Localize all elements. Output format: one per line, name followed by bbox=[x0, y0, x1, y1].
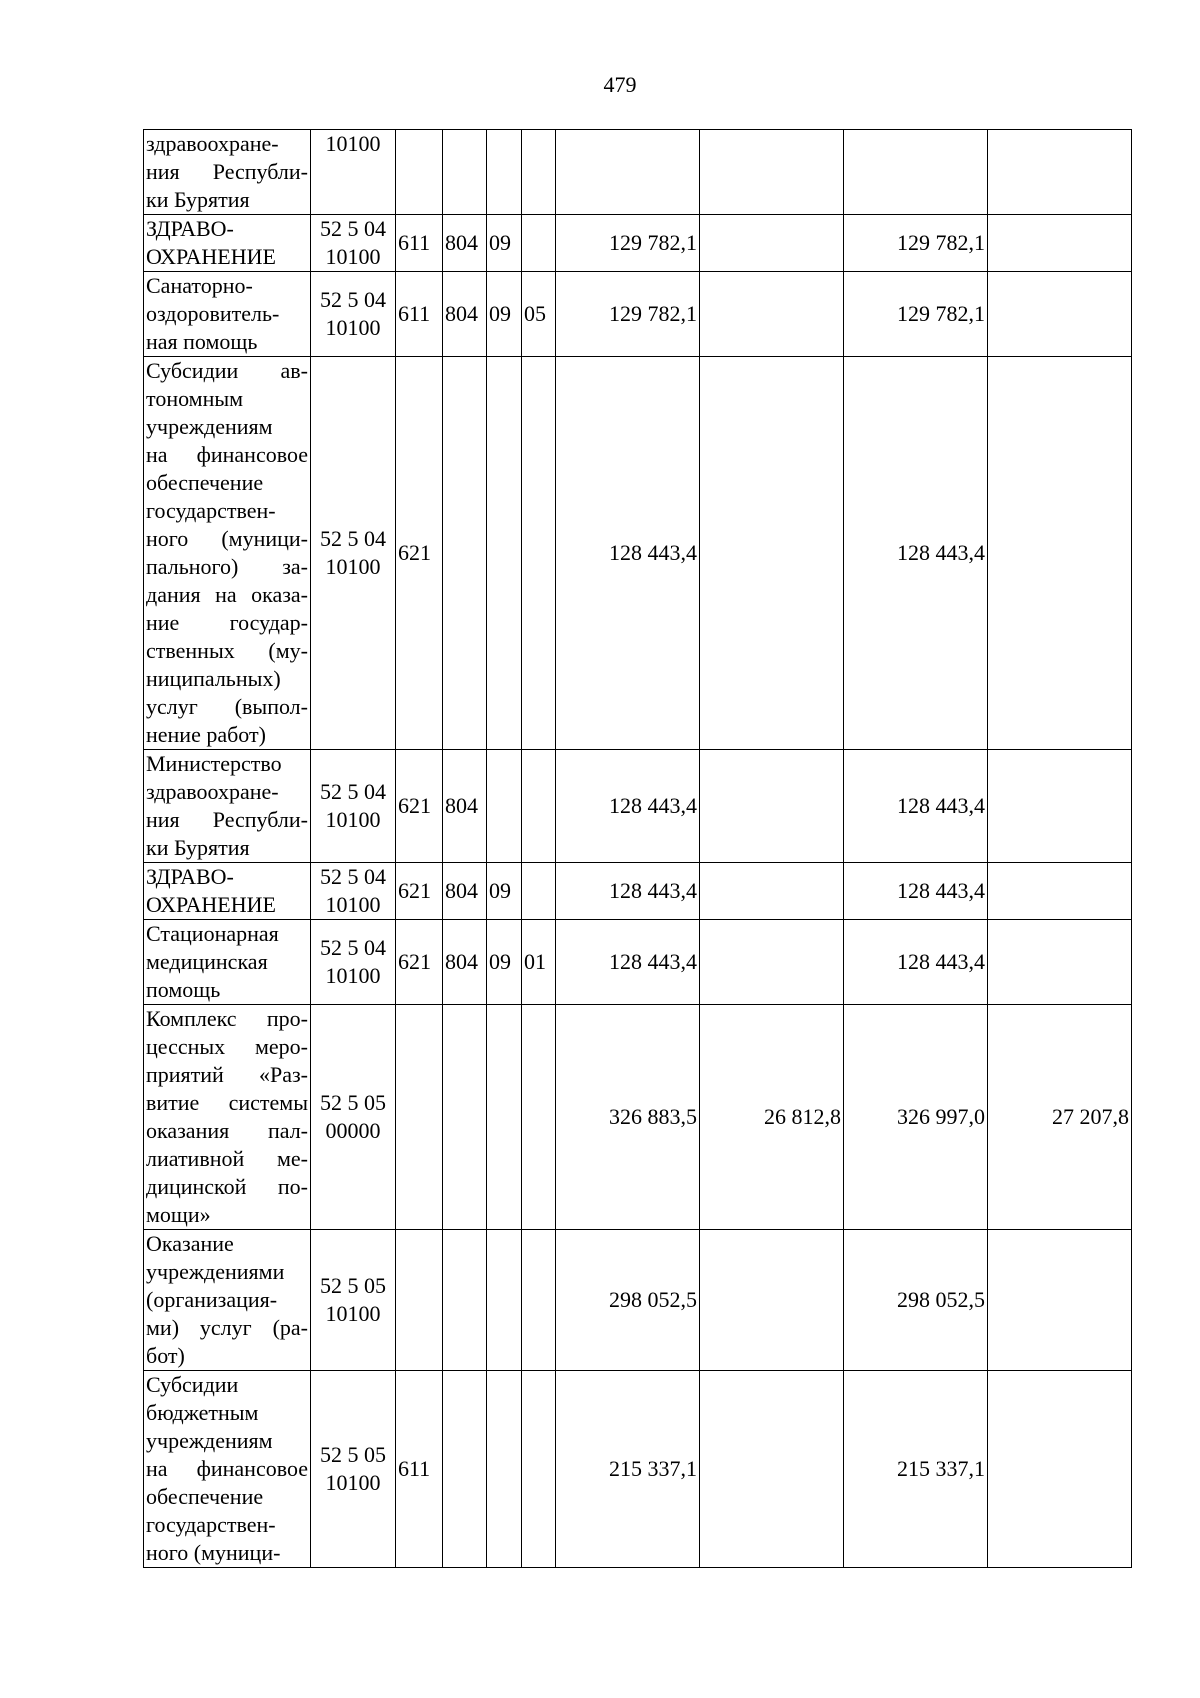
subsection-code-cell bbox=[522, 863, 556, 920]
amount-federal-1-cell bbox=[700, 1230, 844, 1371]
amount-total-2-cell: 129 782,1 bbox=[844, 272, 988, 357]
target-article-code-line: 52 5 04 bbox=[320, 216, 386, 241]
amount-federal-1-cell bbox=[700, 357, 844, 750]
target-article-code-line: 10100 bbox=[325, 807, 381, 832]
subsection-code-cell bbox=[522, 130, 556, 215]
subsection-code-cell bbox=[522, 357, 556, 750]
table-row bbox=[144, 1005, 1132, 1230]
target-article-code-line: 52 5 04 bbox=[320, 779, 386, 804]
item-name-line: оказания пал- bbox=[146, 1118, 308, 1143]
item-name-line: дания на оказа- bbox=[146, 582, 308, 607]
amount-federal-2-cell bbox=[988, 1230, 1132, 1371]
item-name-line: государствен- bbox=[146, 498, 276, 523]
table-row bbox=[144, 1230, 1132, 1371]
section-code-cell bbox=[487, 1005, 522, 1230]
table-row bbox=[144, 130, 1132, 215]
section-code-cell: 09 bbox=[487, 920, 522, 1005]
item-name-line: бюджетным bbox=[146, 1400, 259, 1425]
target-article-code-cell bbox=[311, 215, 396, 272]
item-name-line: цессных меро- bbox=[146, 1034, 308, 1059]
table-body bbox=[144, 130, 1132, 1568]
amount-total-1-cell: 128 443,4 bbox=[556, 863, 700, 920]
amount-total-1-cell bbox=[556, 130, 700, 215]
target-article-code-cell bbox=[311, 863, 396, 920]
target-article-code-line: 10100 bbox=[325, 1470, 381, 1495]
section-code-cell bbox=[487, 130, 522, 215]
item-name-line: ния Республи- bbox=[146, 159, 308, 184]
table-row bbox=[144, 215, 1132, 272]
item-name-line: учреждениям bbox=[146, 1428, 273, 1453]
subsection-code-cell bbox=[522, 1230, 556, 1371]
item-name-line: ственных (му- bbox=[146, 638, 308, 663]
ministry-code-cell bbox=[443, 1005, 487, 1230]
target-article-code-line: 10100 bbox=[325, 244, 381, 269]
expense-type-cell: 611 bbox=[396, 272, 443, 357]
item-name-line: помощь bbox=[146, 977, 221, 1002]
amount-total-1-cell: 129 782,1 bbox=[556, 215, 700, 272]
amount-total-2-cell: 128 443,4 bbox=[844, 357, 988, 750]
amount-total-2-cell: 128 443,4 bbox=[844, 920, 988, 1005]
target-article-code-cell bbox=[311, 272, 396, 357]
ministry-code-cell bbox=[443, 1371, 487, 1568]
subsection-code-cell: 05 bbox=[522, 272, 556, 357]
item-name-line: здравоохране- bbox=[146, 779, 279, 804]
item-name-cell bbox=[144, 357, 311, 750]
item-name-line: ния Республи- bbox=[146, 807, 308, 832]
target-article-code-line: 10100 bbox=[325, 892, 381, 917]
subsection-code-cell bbox=[522, 1371, 556, 1568]
item-name-cell bbox=[144, 750, 311, 863]
section-code-cell bbox=[487, 1230, 522, 1371]
item-name-cell bbox=[144, 863, 311, 920]
ministry-code-cell: 804 bbox=[443, 863, 487, 920]
item-name-cell bbox=[144, 1005, 311, 1230]
ministry-code-cell: 804 bbox=[443, 920, 487, 1005]
item-name-line: ми) услуг (ра- bbox=[146, 1315, 308, 1340]
item-name-line: услуг (выпол- bbox=[146, 694, 308, 719]
table-row bbox=[144, 863, 1132, 920]
item-name-line: витие системы bbox=[146, 1090, 308, 1115]
item-name-line: обеспечение bbox=[146, 1484, 264, 1509]
amount-total-2-cell bbox=[844, 130, 988, 215]
section-code-cell: 09 bbox=[487, 272, 522, 357]
target-article-code-line: 52 5 04 bbox=[320, 526, 386, 551]
subsection-code-cell bbox=[522, 750, 556, 863]
target-article-code-line: 52 5 05 bbox=[320, 1090, 386, 1115]
item-name-line: дицинской по- bbox=[146, 1174, 308, 1199]
ministry-code-cell: 804 bbox=[443, 215, 487, 272]
amount-federal-2-cell bbox=[988, 920, 1132, 1005]
target-article-code-cell bbox=[311, 130, 396, 215]
amount-total-2-cell: 215 337,1 bbox=[844, 1371, 988, 1568]
item-name-line: пального) за- bbox=[146, 554, 308, 579]
target-article-code-line: 10100 bbox=[325, 315, 381, 340]
amount-total-1-cell: 215 337,1 bbox=[556, 1371, 700, 1568]
item-name-line: ЗДРАВО- bbox=[146, 864, 234, 889]
table-row bbox=[144, 750, 1132, 863]
amount-federal-2-cell bbox=[988, 272, 1132, 357]
target-article-code-line: 52 5 04 bbox=[320, 287, 386, 312]
target-article-code-line: 52 5 05 bbox=[320, 1442, 386, 1467]
item-name-line: здравоохране- bbox=[146, 131, 279, 156]
target-article-code-line: 10100 bbox=[325, 963, 381, 988]
amount-federal-1-cell bbox=[700, 1371, 844, 1568]
item-name-line: бот) bbox=[146, 1343, 185, 1368]
item-name-line: ного (муници- bbox=[146, 526, 308, 551]
amount-federal-1-cell bbox=[700, 130, 844, 215]
table-row bbox=[144, 1371, 1132, 1568]
target-article-code-cell bbox=[311, 1005, 396, 1230]
section-code-cell bbox=[487, 1371, 522, 1568]
item-name-line: ОХРАНЕНИЕ bbox=[146, 244, 276, 269]
target-article-code-line: 52 5 04 bbox=[320, 864, 386, 889]
item-name-line: Комплекс про- bbox=[146, 1006, 308, 1031]
item-name-line: нение работ) bbox=[146, 722, 266, 747]
amount-federal-1-cell bbox=[700, 750, 844, 863]
item-name-line: приятий «Раз- bbox=[146, 1062, 308, 1087]
ministry-code-cell bbox=[443, 357, 487, 750]
amount-total-1-cell: 128 443,4 bbox=[556, 750, 700, 863]
amount-federal-2-cell bbox=[988, 357, 1132, 750]
amount-federal-2-cell bbox=[988, 750, 1132, 863]
item-name-cell bbox=[144, 272, 311, 357]
target-article-code-line: 52 5 04 bbox=[320, 935, 386, 960]
table-row bbox=[144, 920, 1132, 1005]
item-name-line: учреждениями bbox=[146, 1259, 285, 1284]
expense-type-cell: 621 bbox=[396, 750, 443, 863]
expense-type-cell bbox=[396, 130, 443, 215]
item-name-line: ки Бурятия bbox=[146, 187, 250, 212]
amount-federal-1-cell bbox=[700, 272, 844, 357]
target-article-code-cell bbox=[311, 750, 396, 863]
page-number: 479 bbox=[603, 72, 637, 97]
expense-type-cell bbox=[396, 1005, 443, 1230]
ministry-code-cell bbox=[443, 130, 487, 215]
item-name-line: на финансовое bbox=[146, 1456, 308, 1481]
amount-total-2-cell: 298 052,5 bbox=[844, 1230, 988, 1371]
expense-type-cell: 621 bbox=[396, 920, 443, 1005]
amount-total-1-cell: 326 883,5 bbox=[556, 1005, 700, 1230]
item-name-line: ки Бурятия bbox=[146, 835, 250, 860]
item-name-line: тономным bbox=[146, 386, 244, 411]
item-name-line: ного (муници- bbox=[146, 1540, 281, 1565]
amount-total-2-cell: 326 997,0 bbox=[844, 1005, 988, 1230]
expense-type-cell: 611 bbox=[396, 1371, 443, 1568]
item-name-line: ОХРАНЕНИЕ bbox=[146, 892, 276, 917]
amount-total-1-cell: 128 443,4 bbox=[556, 357, 700, 750]
ministry-code-cell: 804 bbox=[443, 272, 487, 357]
target-article-code-cell bbox=[311, 1230, 396, 1371]
subsection-code-cell bbox=[522, 1005, 556, 1230]
item-name-cell bbox=[144, 920, 311, 1005]
amount-federal-2-cell bbox=[988, 863, 1132, 920]
target-article-code-line: 10100 bbox=[325, 554, 381, 579]
amount-federal-2-cell bbox=[988, 215, 1132, 272]
item-name-line: государствен- bbox=[146, 1512, 276, 1537]
item-name-line: ние государ- bbox=[146, 610, 308, 635]
subsection-code-cell bbox=[522, 215, 556, 272]
ministry-code-cell: 804 bbox=[443, 750, 487, 863]
section-code-cell: 09 bbox=[487, 215, 522, 272]
target-article-code-line: 52 5 05 bbox=[320, 1273, 386, 1298]
section-code-cell: 09 bbox=[487, 863, 522, 920]
amount-federal-2-cell: 27 207,8 bbox=[988, 1005, 1132, 1230]
amount-federal-2-cell bbox=[988, 1371, 1132, 1568]
expense-type-cell: 611 bbox=[396, 215, 443, 272]
amount-total-1-cell: 298 052,5 bbox=[556, 1230, 700, 1371]
expense-type-cell: 621 bbox=[396, 863, 443, 920]
target-article-code-line: 00000 bbox=[325, 1118, 381, 1143]
table-row bbox=[144, 357, 1132, 750]
amount-federal-1-cell bbox=[700, 215, 844, 272]
item-name-line: учреждениям bbox=[146, 414, 273, 439]
expense-type-cell: 621 bbox=[396, 357, 443, 750]
target-article-code-cell bbox=[311, 1371, 396, 1568]
target-article-code-line: 10100 bbox=[325, 131, 381, 156]
section-code-cell bbox=[487, 750, 522, 863]
item-name-line: Стационарная bbox=[146, 921, 279, 946]
item-name-line: Оказание bbox=[146, 1231, 234, 1256]
item-name-line: лиативной ме- bbox=[146, 1146, 308, 1171]
item-name-line: на финансовое bbox=[146, 442, 308, 467]
target-article-code-line: 10100 bbox=[325, 1301, 381, 1326]
item-name-cell bbox=[144, 1230, 311, 1371]
item-name-line: оздоровитель- bbox=[146, 301, 280, 326]
section-code-cell bbox=[487, 357, 522, 750]
item-name-line: обеспечение bbox=[146, 470, 264, 495]
budget-table bbox=[143, 129, 1132, 1568]
amount-federal-1-cell: 26 812,8 bbox=[700, 1005, 844, 1230]
item-name-line: (организация- bbox=[146, 1287, 278, 1312]
item-name-line: ЗДРАВО- bbox=[146, 216, 234, 241]
amount-total-1-cell: 129 782,1 bbox=[556, 272, 700, 357]
amount-federal-1-cell bbox=[700, 863, 844, 920]
item-name-line: Министерство bbox=[146, 751, 282, 776]
item-name-line: мощи» bbox=[146, 1202, 211, 1227]
item-name-cell bbox=[144, 130, 311, 215]
item-name-line: Субсидии bbox=[146, 1372, 239, 1397]
item-name-cell bbox=[144, 1371, 311, 1568]
item-name-line: ниципальных) bbox=[146, 666, 281, 691]
amount-total-2-cell: 128 443,4 bbox=[844, 863, 988, 920]
subsection-code-cell: 01 bbox=[522, 920, 556, 1005]
amount-total-2-cell: 128 443,4 bbox=[844, 750, 988, 863]
table-row bbox=[144, 272, 1132, 357]
amount-federal-1-cell bbox=[700, 920, 844, 1005]
item-name-cell bbox=[144, 215, 311, 272]
target-article-code-cell bbox=[311, 920, 396, 1005]
item-name-line: Санаторно- bbox=[146, 273, 253, 298]
expense-type-cell bbox=[396, 1230, 443, 1371]
item-name-line: ная помощь bbox=[146, 329, 258, 354]
target-article-code-cell bbox=[311, 357, 396, 750]
item-name-line: Субсидии ав- bbox=[146, 358, 308, 383]
amount-total-2-cell: 129 782,1 bbox=[844, 215, 988, 272]
amount-total-1-cell: 128 443,4 bbox=[556, 920, 700, 1005]
item-name-line: медицинская bbox=[146, 949, 268, 974]
ministry-code-cell bbox=[443, 1230, 487, 1371]
amount-federal-2-cell bbox=[988, 130, 1132, 215]
